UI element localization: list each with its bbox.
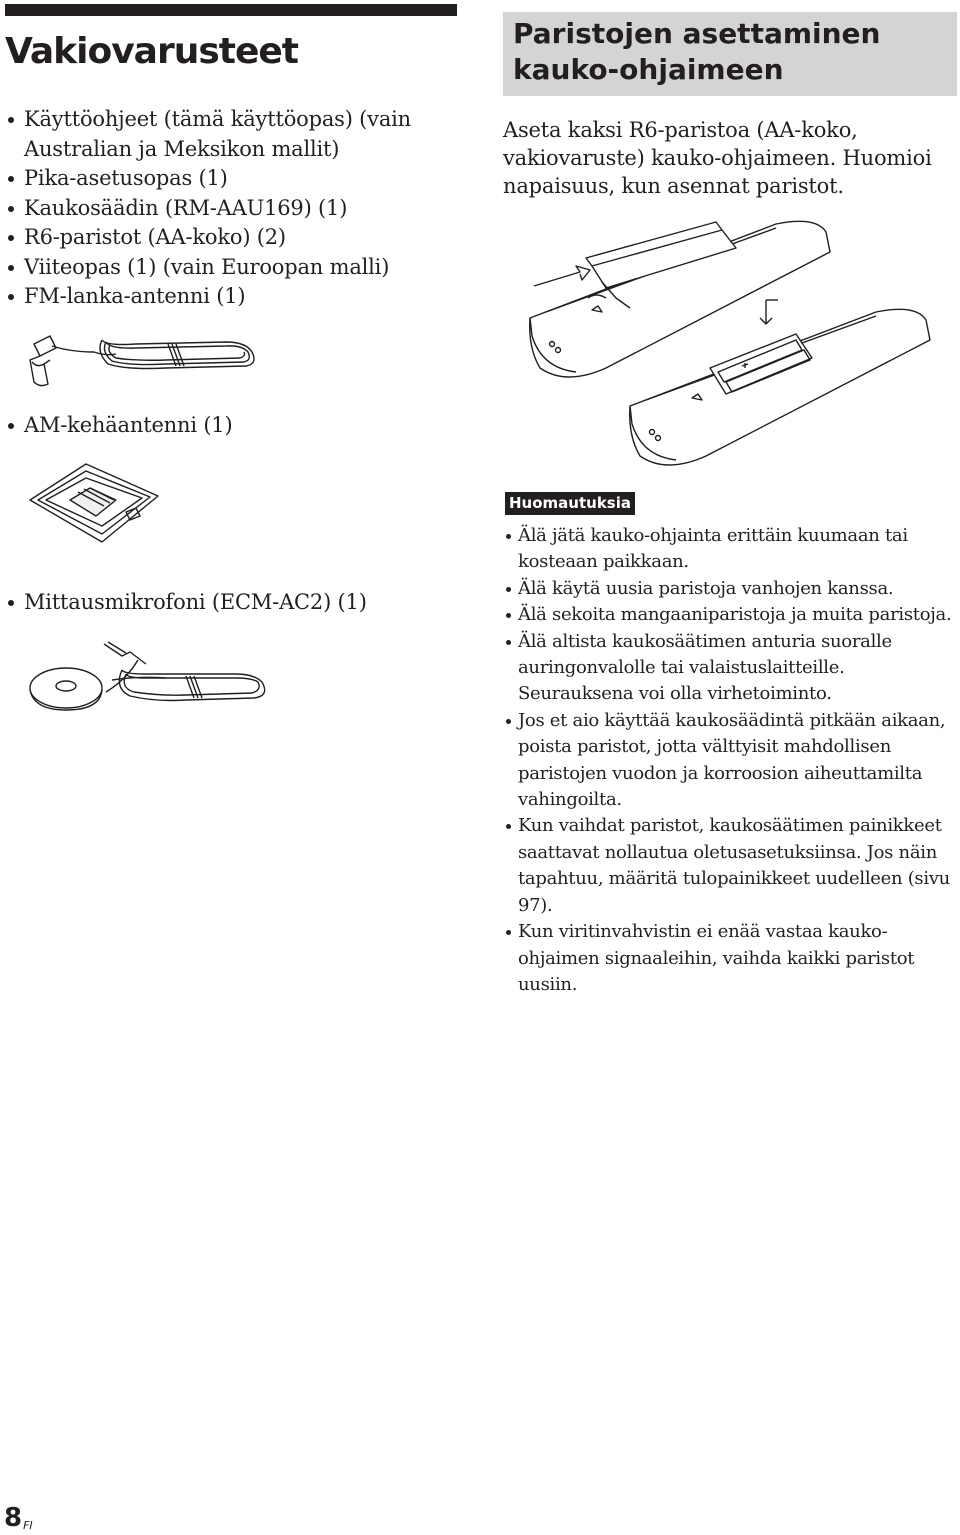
page-language: FI bbox=[23, 1519, 33, 1532]
battery-instructions: Aseta kaksi R6-paristoa (AA-koko, vakiovaruste) kauko-ohjaimeen. Huomioi napaisuus, kun asennat paristot. bbox=[503, 118, 932, 198]
list-item: Viiteopas (1) (vain Euroopan malli) bbox=[5, 253, 455, 283]
page-title: Vakiovarusteet bbox=[5, 31, 299, 72]
am-loop-antenna-illustration bbox=[26, 462, 162, 544]
list-item: Älä sekoita mangaaniparistoja ja muita paristoja. bbox=[505, 602, 957, 628]
remote-battery-illustration bbox=[526, 218, 936, 466]
list-item: Älä altista kaukosäätimen anturia suoralle auringonvalolle tai valaistuslaitteille. Seurauksena voi olla virhetoiminto. bbox=[505, 629, 957, 708]
list-item: Mittausmikrofoni (ECM-AC2) (1) bbox=[5, 588, 455, 618]
list-item: Älä jätä kauko-ohjainta erittäin kuumaan tai kosteaan paikkaan. bbox=[505, 523, 957, 576]
notes-label: Huomautuksia bbox=[505, 492, 635, 515]
list-item: FM-lanka-antenni (1) bbox=[5, 282, 455, 312]
list-item: Älä käytä uusia paristoja vanhojen kanssa. bbox=[505, 576, 957, 602]
section-rule bbox=[5, 4, 457, 16]
battery-section-heading: Paristojen asettaminen kauko-ohjaimeen bbox=[503, 12, 957, 96]
accessory-list bbox=[5, 105, 455, 312]
list-item: Kaukosäädin (RM-AAU169) (1) bbox=[5, 194, 455, 224]
accessory-list-am bbox=[5, 411, 455, 441]
fm-antenna-illustration bbox=[26, 330, 266, 392]
list-item: Jos et aio käyttää kaukosäädintä pitkään aikaan, poista paristot, jotta välttyisit mahdollisen paristojen vuodon ja korroosion aiheuttamilta vahingoilta. bbox=[505, 708, 957, 814]
list-item: Pika-asetusopas (1) bbox=[5, 164, 455, 194]
list-item: Käyttöohjeet (tämä käyttöopas) (vain Australian ja Meksikon mallit) bbox=[5, 105, 455, 164]
page-number bbox=[4, 1498, 33, 1535]
notes-list bbox=[505, 523, 957, 998]
list-item: R6-paristot (AA-koko) (2) bbox=[5, 223, 455, 253]
microphone-illustration bbox=[26, 640, 272, 720]
list-item: Kun vaihdat paristot, kaukosäätimen painikkeet saattavat nollautua oletusasetuksiinsa. Jos näin tapahtuu, määritä tulopainikkeet uudelleen (sivu 97). bbox=[505, 813, 957, 919]
accessory-list-mic bbox=[5, 588, 455, 618]
page-number-value: 8 bbox=[4, 1503, 23, 1533]
list-item: Kun viritinvahvistin ei enää vastaa kauko-ohjaimen signaaleihin, vaihda kaikki paristot uusiin. bbox=[505, 919, 957, 998]
list-item: AM-kehäantenni (1) bbox=[5, 411, 455, 441]
